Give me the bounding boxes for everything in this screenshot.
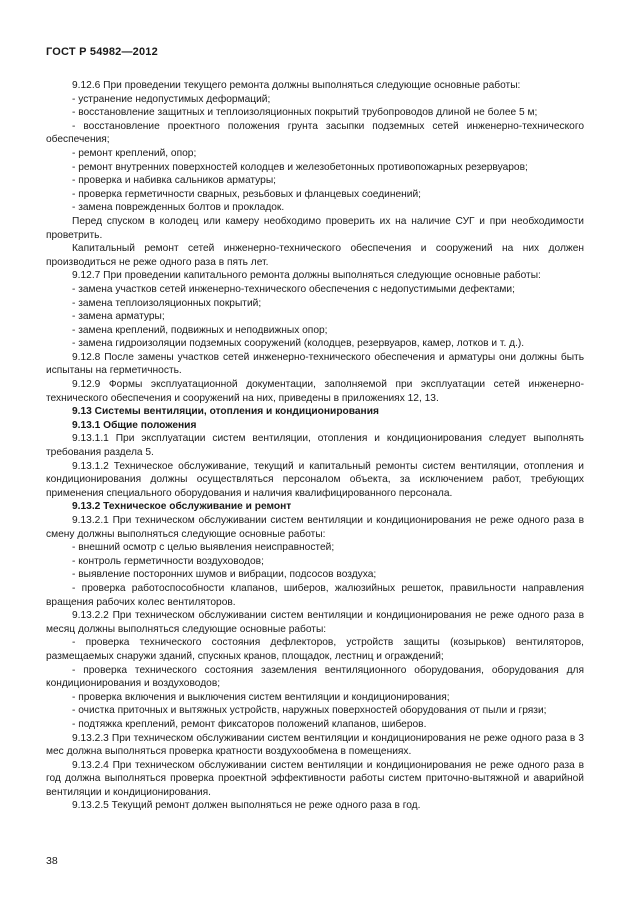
list-item: - выявление посторонних шумов и вибрации, подсосов воздуха; <box>72 569 377 581</box>
subsection-heading: 9.13.2 Техническое обслуживание и ремонт <box>72 501 292 513</box>
list-item: - проверка технического состояния заземления вентиляционного оборудования, оборудования для кондиционирования и воздуховодов; <box>46 664 584 690</box>
subsection-heading: 9.13.1 Общие положения <box>72 419 197 431</box>
paragraph: 9.13.1.1 При эксплуатации систем вентиляции, отопления и кондиционирования следует выполнять требования раздела 5. <box>46 433 584 459</box>
section-heading: 9.13 Системы вентиляции, отопления и кондиционирования <box>72 406 379 418</box>
paragraph: 9.13.2.1 При техническом обслуживании систем вентиляции и кондиционирования не реже одного раза в смену должны выполняться следующие основные работы: <box>46 515 584 540</box>
list-item: - проверка и набивка сальников арматуры; <box>72 175 276 187</box>
list-item: - замена поврежденных болтов и прокладок. <box>72 202 285 214</box>
list-item: - устранение недопустимых деформаций; <box>72 93 271 105</box>
paragraph: 9.13.2.2 При техническом обслуживании систем вентиляции и кондиционирования не реже одного раза в месяц должны выполняться следующие основные работы: <box>46 610 584 635</box>
list-item: - замена креплений, подвижных и неподвижных опор; <box>72 324 328 336</box>
paragraph: 9.12.7 При проведении капитального ремонта должны выполняться следующие основные работы: <box>72 270 541 282</box>
document-body <box>46 79 584 813</box>
paragraph: 9.13.2.4 При техническом обслуживании систем вентиляции и кондиционирования не реже одного раза в год должна выполняться проверка проектной эффективности работы систем приточно-вытяжной и аварийной вентиляции и кондиционирования. <box>46 759 584 798</box>
list-item: - ремонт внутренних поверхностей колодцев и железобетонных противопожарных резервуаров; <box>72 161 528 173</box>
paragraph: 9.13.1.2 Техническое обслуживание, текущий и капитальный ремонты систем вентиляции, отопления и кондиционирования должны осуществляться персоналом объекта, за исключением работ, требующих применения специального оборудования и наличия квалифицированного персонала. <box>46 460 584 499</box>
paragraph: 9.12.9 Формы эксплуатационной документации, заполняемой при эксплуатации сетей инженерно-технического обеспечения и сооружений на них, приведены в приложениях 12, 13. <box>46 379 584 404</box>
document-header: ГОСТ Р 54982—2012 <box>46 46 158 58</box>
list-item: - замена арматуры; <box>72 311 165 323</box>
list-item: - замена участков сетей инженерно-технического обеспечения с недопустимыми дефектами; <box>72 283 515 295</box>
paragraph: 9.12.6 При проведении текущего ремонта должны выполняться следующие основные работы: <box>72 80 521 91</box>
list-item: - проверка работоспособности клапанов, шиберов, жалюзийных решеток, правильности направления вращения рабочих колес вентиляторов. <box>46 582 584 608</box>
paragraph: 9.13.2.3 При техническом обслуживании систем вентиляции и кондиционирования не реже одного раза в 3 мес должна выполняться проверка кратности воздухообмена в помещениях. <box>46 732 584 758</box>
list-item: - проверка включения и выключения систем вентиляции и кондиционирования; <box>72 691 450 703</box>
list-item: - ремонт креплений, опор; <box>72 147 197 159</box>
paragraph: 9.12.8 После замены участков сетей инженерно-технического обеспечения и арматуры они должны быть испытаны на герметичность. <box>46 351 584 377</box>
list-item: - внешний осмотр с целью выявления неисправностей; <box>72 542 335 554</box>
list-item: - замена гидроизоляции подземных сооружений (колодцев, резервуаров, камер, лотков и т. д.). <box>72 338 525 350</box>
list-item: - проверка герметичности сварных, резьбовых и фланцевых соединений; <box>72 188 421 200</box>
list-item: - замена теплоизоляционных покрытий; <box>72 297 262 309</box>
list-item: - контроль герметичности воздуховодов; <box>72 555 264 567</box>
paragraph: Перед спуском в колодец или камеру необходимо проверить их на наличие СУГ и при необходимости проветрить. <box>46 215 584 241</box>
paragraph: 9.13.2.5 Текущий ремонт должен выполняться не реже одного раза в год. <box>72 800 421 812</box>
list-item: - подтяжка креплений, ремонт фиксаторов положений клапанов, шиберов. <box>72 718 427 730</box>
list-item: - проверка технического состояния дефлекторов, устройств защиты (козырьков) вентиляторов, размещаемых снаружи зданий, спускных кранов, площадок, лестниц и ограждений; <box>46 637 584 662</box>
list-item: - очистка приточных и вытяжных устройств, наружных поверхностей оборудования от пыли и грязи; <box>72 705 547 717</box>
page-number: 38 <box>46 855 58 867</box>
list-item: - восстановление проектного положения грунта засыпки подземных сетей инженерно-технического обеспечения; <box>46 120 584 146</box>
list-item: - восстановление защитных и теплоизоляционных покрытий трубопроводов длиной не более 5 м; <box>72 107 538 119</box>
paragraph: Капитальный ремонт сетей инженерно-технического обеспечения и сооружений на них должен производиться не реже одного раза в пять лет. <box>46 243 584 268</box>
